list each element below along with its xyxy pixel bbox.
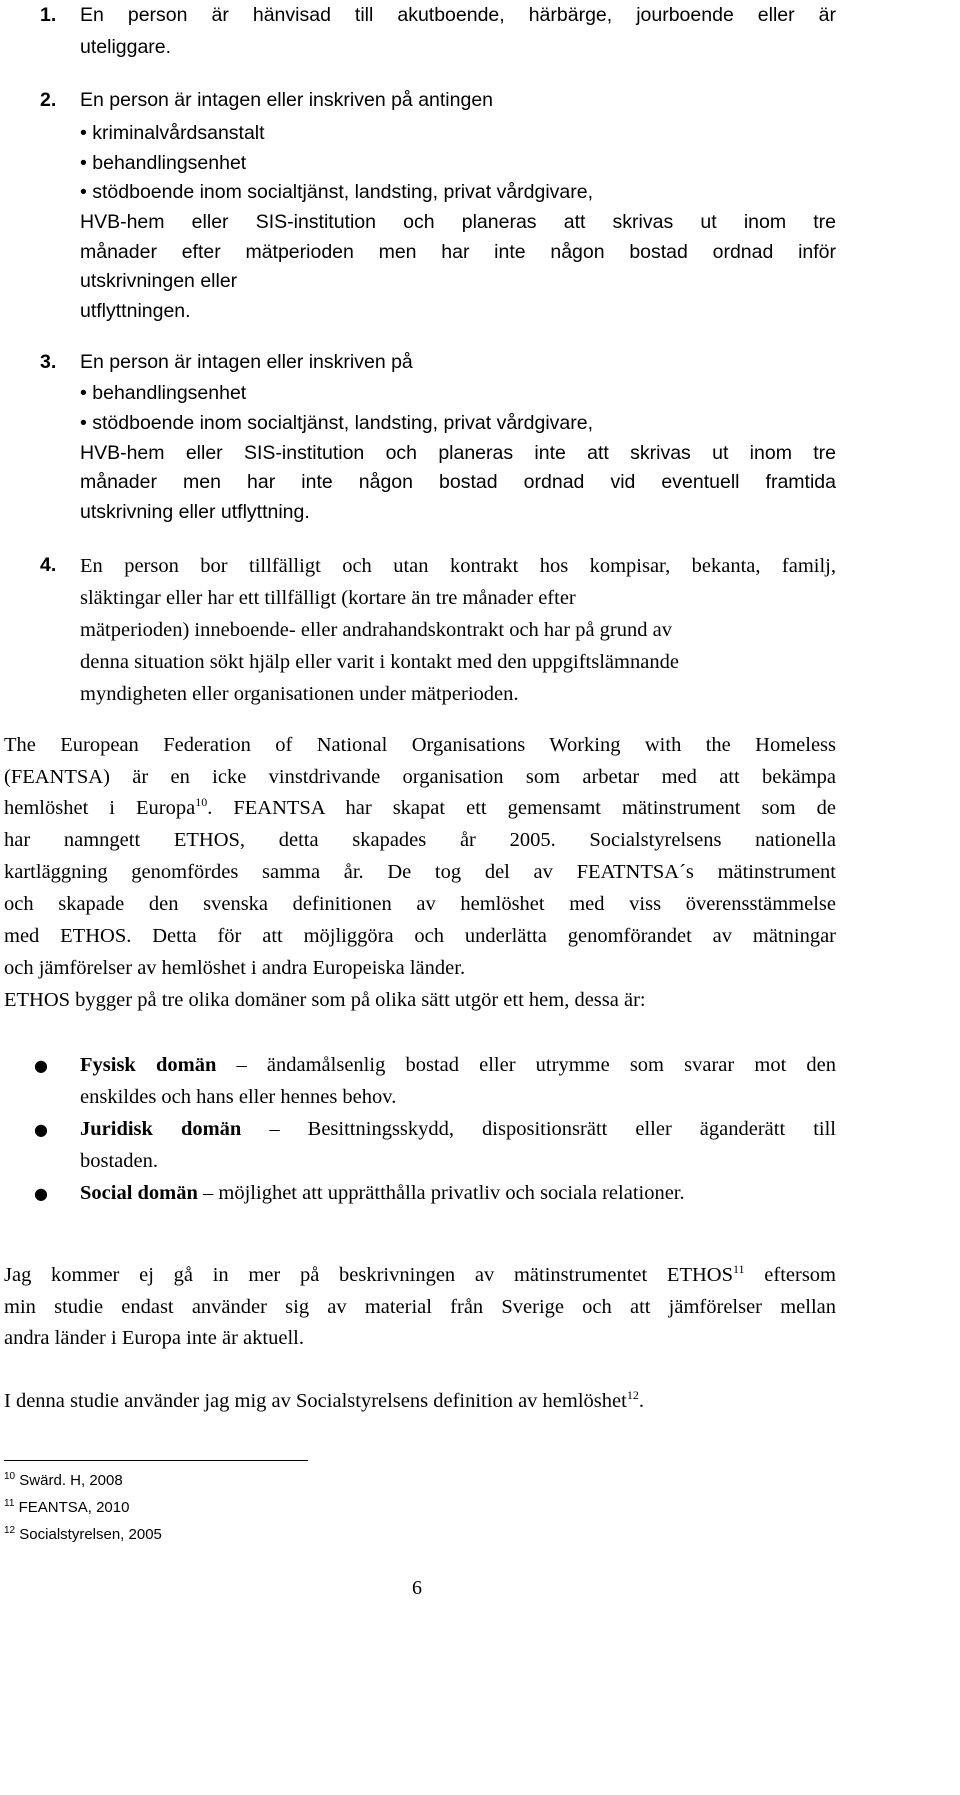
bullet-icon: ● [34, 1056, 48, 1075]
para3-line [4, 1388, 644, 1412]
footnote [4, 1500, 129, 1515]
feantsa-line: ETHOS bygger på tre olika domäner som på olika sätt utgör ett hem, dessa är: [4, 989, 646, 1011]
feantsa-line: (FEANTSA) är en icke vinstdrivande organisation som arbetar med att bekämpa [4, 766, 836, 788]
item3-cont-line: utskrivning eller utflyttning. [80, 501, 310, 523]
item3-bullet [80, 414, 593, 434]
para2-line: min studie endast använder sig av material från Sverige och att jämförelser mellan [4, 1296, 836, 1318]
item4-line: En person bor tillfälligt och utan kontrakt hos kompisar, bekanta, familj, [80, 555, 836, 577]
footnote-number: 11 [4, 1498, 15, 1509]
para3-text: I denna studie använder jag mig av Socialstyrelsens definition av hemlöshet [4, 1390, 627, 1412]
domain-title: Social domän [80, 1182, 198, 1204]
feantsa-line: och jämförelser av hemlöshet i andra Europeiska länder. [4, 957, 466, 979]
item4-line: släktingar eller har ett tillfälligt (kortare än tre månader efter [80, 587, 576, 609]
feantsa-line: och skapade den svenska definitionen av hemlöshet med viss överensstämmelse [4, 893, 836, 915]
footnote-text: Swärd. H, 2008 [19, 1472, 123, 1489]
item2-bullet [80, 183, 593, 203]
list-number-1: 1. [40, 4, 57, 26]
footnote-ref: 11 [732, 1262, 745, 1277]
footnote-number: 12 [4, 1525, 16, 1536]
page-number: 6 [412, 1577, 422, 1599]
domain-text-cont: enskildes och hans eller hennes behov. [80, 1086, 397, 1108]
para2-line: andra länder i Europa inte är aktuell. [4, 1327, 304, 1349]
list-number-2: 2. [40, 89, 57, 111]
domain-item [80, 1055, 836, 1076]
item2-cont-line: månader efter mätperioden men har inte någon bostad ordnad inför [80, 241, 836, 263]
feantsa-line: kartläggning genomfördes samma år. De tog del av FEATNTSA´s mätinstrument [4, 861, 836, 883]
domain-text: – möjlighet att upprätthålla privatliv och sociala relationer. [203, 1182, 685, 1204]
footnote [4, 1473, 123, 1488]
item1-line1: En person är hänvisad till akutboende, härbärge, jourboende eller är [80, 4, 836, 26]
item2-cont-line: utflyttningen. [80, 300, 191, 322]
footnote-text: FEANTSA, 2010 [18, 1499, 130, 1516]
item1-line2: uteliggare. [80, 36, 172, 58]
domain-text: – Besittningsskydd, dispositionsrätt eller äganderätt till [269, 1118, 836, 1140]
bullet-dot: • [80, 382, 93, 404]
para2-text: Jag kommer ej gå in mer på beskrivningen av mätinstrumentet ETHOS [4, 1264, 733, 1286]
domain-item [80, 1119, 836, 1140]
bullet-dot: • [80, 181, 93, 203]
footnote-number: 10 [4, 1471, 16, 1482]
para3-text: . [638, 1390, 644, 1412]
item3-intro: En person är intagen eller inskriven på [80, 351, 413, 373]
domain-text-cont: bostaden. [80, 1150, 158, 1172]
domain-title: Juridisk domän [80, 1118, 242, 1140]
footnote-separator [4, 1460, 308, 1461]
bullet-dot: • [80, 412, 93, 434]
feantsa-line: The European Federation of National Organisations Working with the Homeless [4, 734, 836, 756]
para2-line [4, 1262, 836, 1286]
bullet-icon: ● [34, 1184, 48, 1203]
item3-cont-line: HVB-hem eller SIS-institution och planeras inte att skrivas ut inom tre [80, 442, 836, 464]
domain-item [80, 1183, 685, 1204]
item2-intro: En person är intagen eller inskriven på antingen [80, 89, 494, 111]
item2-bullet [80, 124, 265, 144]
feantsa-line: har namngett ETHOS, detta skapades år 2005. Socialstyrelsens nationella [4, 829, 836, 851]
domain-text: – ändamålsenlig bostad eller utrymme som svarar mot den [236, 1054, 837, 1076]
item2-cont-line: utskrivningen eller [80, 270, 238, 292]
bullet-icon: ● [34, 1120, 48, 1139]
item3-bullet-text: stödboende inom socialtjänst, landsting, privat vårdgivare, [92, 412, 594, 434]
feantsa-text: . FEANTSA har skapat ett gemensamt mätinstrument som de [207, 797, 836, 819]
item4-line: myndigheten eller organisationen under mätperioden. [80, 683, 519, 705]
feantsa-line [4, 795, 836, 819]
item2-bullet-text: behandlingsenhet [92, 152, 247, 174]
item2-cont-line: HVB-hem eller SIS-institution och planeras att skrivas ut inom tre [80, 211, 836, 233]
list-number-4: 4. [40, 554, 57, 576]
para2-text: eftersom [744, 1264, 836, 1286]
item3-cont-line: månader men har inte någon bostad ordnad vid eventuell framtida [80, 471, 836, 493]
item2-bullet [80, 154, 246, 174]
item4-line: mätperioden) inneboende- eller andrahandskontrakt och har på grund av [80, 619, 672, 641]
bullet-dot: • [80, 122, 93, 144]
item2-bullet-text: kriminalvårdsanstalt [92, 122, 265, 144]
item3-bullet-text: behandlingsenhet [92, 382, 247, 404]
feantsa-text: hemlöshet i Europa [4, 797, 196, 819]
item4-line: denna situation sökt hjälp eller varit i kontakt med den uppgiftslämnande [80, 651, 679, 673]
list-number-3: 3. [40, 351, 57, 373]
footnote-ref: 10 [195, 795, 208, 810]
bullet-dot: • [80, 152, 93, 174]
item2-bullet-text: stödboende inom socialtjänst, landsting, privat vårdgivare, [92, 181, 594, 203]
domain-title: Fysisk domän [80, 1054, 217, 1076]
item3-bullet [80, 384, 246, 404]
footnote [4, 1527, 162, 1542]
footnote-text: Socialstyrelsen, 2005 [19, 1526, 162, 1543]
footnote-ref: 12 [626, 1388, 639, 1403]
feantsa-line: med ETHOS. Detta för att möjliggöra och underlätta genomförandet av mätningar [4, 925, 836, 947]
